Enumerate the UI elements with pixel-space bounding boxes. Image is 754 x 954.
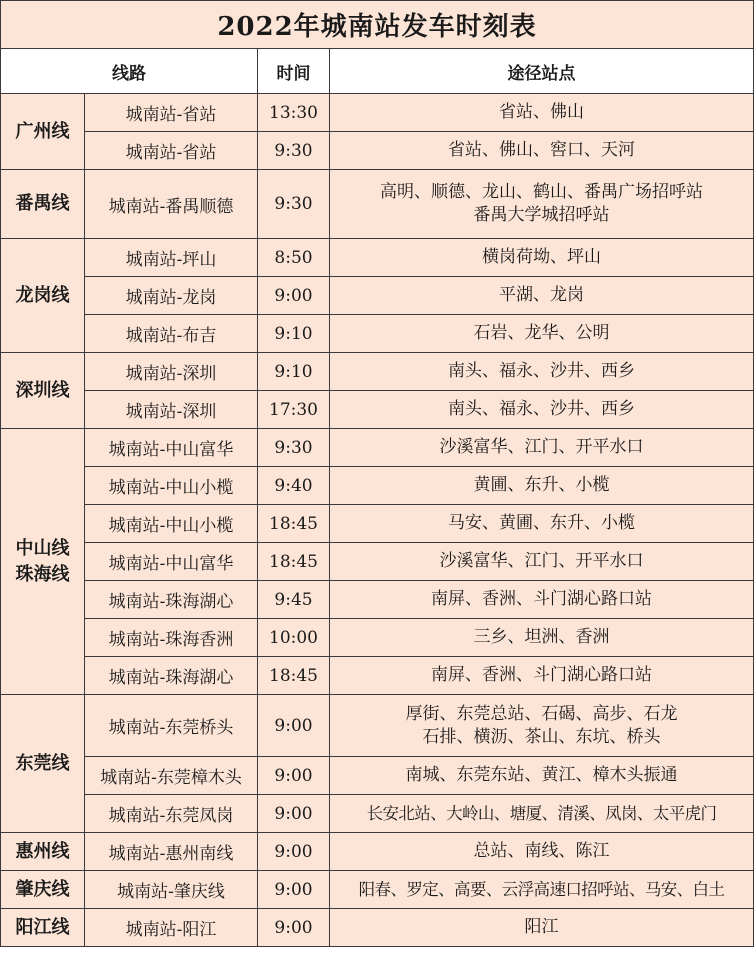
route-cell: 城南站-惠州南线 (85, 833, 258, 871)
route-cell: 城南站-珠海香洲 (85, 619, 258, 657)
departure-time-cell: 9:30 (258, 132, 330, 170)
departure-time-cell: 9:30 (258, 170, 330, 239)
stops-line: 沙溪富华、江门、开平水口 (439, 551, 644, 571)
route-cell: 城南站-阳江 (85, 909, 258, 947)
stops-line: 阳春、罗定、高要、云浮高速口招呼站、马安、白土 (358, 880, 725, 899)
line-group-label (1, 94, 85, 170)
table-row (1, 581, 754, 619)
stops-cell (330, 429, 754, 467)
stops-cell (330, 353, 754, 391)
table-row (1, 353, 754, 391)
departure-time-cell: 8:50 (258, 239, 330, 277)
stops-cell (330, 581, 754, 619)
column-header-line: 线路 (1, 49, 258, 94)
stops-cell (330, 657, 754, 695)
column-header-stops: 途径站点 (330, 49, 754, 94)
departure-time-cell: 9:00 (258, 795, 330, 833)
route-cell: 城南站-中山富华 (85, 543, 258, 581)
line-group-label (1, 909, 85, 947)
line-group-label (1, 429, 85, 695)
table-row (1, 909, 754, 947)
route-cell: 城南站-坪山 (85, 239, 258, 277)
stops-cell (330, 833, 754, 871)
line-name: 肇庆线 (15, 878, 70, 900)
table-row (1, 277, 754, 315)
line-name: 东莞线 (15, 752, 70, 774)
line-name: 广州线 (15, 120, 70, 142)
table-row (1, 239, 754, 277)
table-row (1, 695, 754, 757)
line-name: 番禺线 (15, 193, 70, 214)
table-row (1, 795, 754, 833)
stops-cell (330, 467, 754, 505)
line-group-label (1, 871, 85, 909)
departure-time-cell: 9:00 (258, 757, 330, 795)
table-row (1, 429, 754, 467)
stops-line: 阳江 (524, 917, 559, 937)
route-cell: 城南站-省站 (85, 94, 258, 132)
departure-time-cell: 9:00 (258, 277, 330, 315)
title-row (1, 1, 754, 49)
line-name: 龙岗线 (15, 284, 70, 306)
departure-time-cell: 9:00 (258, 833, 330, 871)
stops-cell (330, 239, 754, 277)
line-group-label (1, 833, 85, 871)
stops-cell (330, 543, 754, 581)
stops-line: 省站、佛山 (499, 102, 584, 122)
table-row (1, 657, 754, 695)
line-group-label (1, 695, 85, 833)
departure-time-cell: 9:00 (258, 909, 330, 947)
departure-time-cell: 13:30 (258, 94, 330, 132)
departure-time-cell: 9:00 (258, 695, 330, 757)
line-name: 中山线 (15, 537, 70, 559)
stops-line: 厚街、东莞总站、石碣、高步、石龙 (405, 703, 678, 724)
departure-time-cell: 17:30 (258, 391, 330, 429)
route-cell: 城南站-番禺顺德 (85, 170, 258, 239)
table-row (1, 315, 754, 353)
stops-cell (330, 315, 754, 353)
departure-time-cell: 10:00 (258, 619, 330, 657)
stops-line: 石排、横沥、茶山、东坑、桥头 (422, 726, 661, 747)
stops-cell (330, 619, 754, 657)
stops-line: 平湖、龙岗 (499, 285, 584, 305)
stops-cell (330, 391, 754, 429)
departure-time-cell: 18:45 (258, 543, 330, 581)
table-row (1, 757, 754, 795)
stops-cell (330, 505, 754, 543)
stops-line: 南屏、香洲、斗门湖心路口站 (431, 665, 652, 685)
line-group-label (1, 353, 85, 429)
stops-line: 南头、福永、沙井、西乡 (448, 399, 635, 419)
table-row (1, 391, 754, 429)
stops-line: 横岗荷坳、坪山 (482, 247, 601, 267)
departure-time-cell: 9:00 (258, 871, 330, 909)
table-row (1, 94, 754, 132)
stops-line: 番禺大学城招呼站 (473, 205, 610, 225)
stops-line: 黄圃、东升、小榄 (473, 475, 610, 495)
line-group-label (1, 170, 85, 239)
stops-cell (330, 795, 754, 833)
header-row (1, 49, 754, 94)
stops-line: 总站、南线、陈江 (473, 841, 610, 861)
route-cell: 城南站-肇庆线 (85, 871, 258, 909)
departure-time-cell: 9:10 (258, 315, 330, 353)
table-row (1, 543, 754, 581)
stops-line: 高明、顺德、龙山、鹤山、番禺广场招呼站 (380, 182, 703, 202)
route-cell: 城南站-东莞凤岗 (85, 795, 258, 833)
stops-cell (330, 757, 754, 795)
stops-cell (330, 170, 754, 239)
stops-cell (330, 94, 754, 132)
stops-line: 马安、黄圃、东升、小榄 (448, 513, 635, 533)
line-name: 珠海线 (15, 563, 70, 585)
table-row (1, 505, 754, 543)
table-row (1, 132, 754, 170)
table-row (1, 871, 754, 909)
route-cell: 城南站-深圳 (85, 391, 258, 429)
route-cell: 城南站-布吉 (85, 315, 258, 353)
line-name: 阳江线 (15, 916, 70, 938)
route-cell: 城南站-珠海湖心 (85, 657, 258, 695)
route-cell: 城南站-中山小榄 (85, 467, 258, 505)
departure-time-cell: 9:40 (258, 467, 330, 505)
departure-time-cell: 9:30 (258, 429, 330, 467)
stops-line: 南屏、香洲、斗门湖心路口站 (431, 589, 652, 609)
table-row (1, 467, 754, 505)
route-cell: 城南站-省站 (85, 132, 258, 170)
departure-time-cell: 18:45 (258, 505, 330, 543)
route-cell: 城南站-珠海湖心 (85, 581, 258, 619)
table-row (1, 170, 754, 239)
stops-cell (330, 909, 754, 947)
route-cell: 城南站-东莞樟木头 (85, 757, 258, 795)
stops-cell (330, 132, 754, 170)
stops-cell (330, 871, 754, 909)
stops-line: 三乡、坦洲、香洲 (473, 627, 610, 647)
table-row (1, 619, 754, 657)
table-row (1, 833, 754, 871)
schedule-body (1, 94, 754, 947)
route-cell: 城南站-中山小榄 (85, 505, 258, 543)
departure-time-cell: 18:45 (258, 657, 330, 695)
table-title: 2022年城南站发车时刻表 (1, 1, 754, 49)
stops-cell (330, 277, 754, 315)
route-cell: 城南站-东莞桥头 (85, 695, 258, 757)
line-name: 惠州线 (15, 840, 70, 862)
stops-line: 省站、佛山、窖口、天河 (448, 140, 635, 160)
stops-line: 长安北站、大岭山、塘厦、清溪、凤岗、太平虎门 (366, 804, 717, 823)
stops-line: 南头、福永、沙井、西乡 (448, 361, 635, 381)
column-header-time: 时间 (258, 49, 330, 94)
stops-line: 石岩、龙华、公明 (473, 323, 610, 343)
stops-line: 沙溪富华、江门、开平水口 (439, 437, 644, 457)
stops-cell (330, 695, 754, 757)
route-cell: 城南站-龙岗 (85, 277, 258, 315)
route-cell: 城南站-中山富华 (85, 429, 258, 467)
line-name: 深圳线 (15, 379, 70, 401)
departure-time-cell: 9:10 (258, 353, 330, 391)
line-group-label (1, 239, 85, 353)
departure-time-cell: 9:45 (258, 581, 330, 619)
route-cell: 城南站-深圳 (85, 353, 258, 391)
stops-line: 南城、东莞东站、黄江、樟木头振通 (405, 765, 678, 785)
